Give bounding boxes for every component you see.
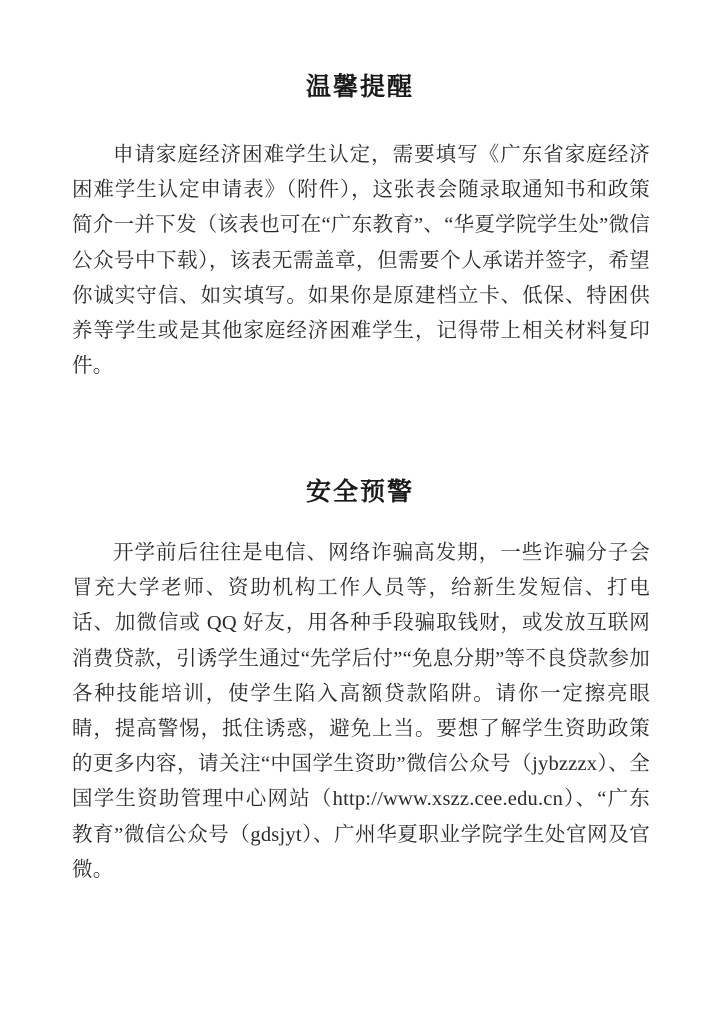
section-2-body-container: [72, 536, 650, 888]
section-1-heading: 温馨提醒: [305, 73, 414, 101]
section-2-heading-container: [0, 477, 720, 507]
section-1-paragraph: 申请家庭经济困难学生认定，需要填写《广东省家庭经济困难学生认定申请表》（附件），这张表会随录取通知书和政策简介一并下发（该表也可在“广东教育”、“华夏学院学生处”微信公众号中下载），该表无需盖章，但需要个人承诺并签字，希望你诚实守信、如实填写。如果你是原建档立卡、低保、特困供养等学生或是其他家庭经济困难学生，记得带上相关材料复印件。: [72, 144, 650, 378]
section-2-heading: 安全预警: [305, 478, 414, 506]
section-1-heading-container: [0, 72, 720, 102]
section-1-body-container: [72, 138, 650, 384]
section-2-paragraph: 开学前后往往是电信、网络诈骗高发期，一些诈骗分子会冒充大学老师、资助机构工作人员等，给新生发短信、打电话、加微信或 QQ 好友，用各种手段骗取钱财，或发放互联网消费贷款，引诱学生通过“先学后付”“免息分期”等不良贷款参加各种技能培训，使学生陷入高额贷款陷阱。请你一定擦亮眼睛，提高警惕，抵住诱惑，避免上当。要想了解学生资助政策的更多内容，请关注“中国学生资助”微信公众号（jybzzzx）、全国学生资助管理中心网站（http://www.xszz.cee.edu.cn）、“广东教育”微信公众号（gdsjyt）、广州华夏职业学院学生处官网及官微。: [72, 542, 650, 881]
